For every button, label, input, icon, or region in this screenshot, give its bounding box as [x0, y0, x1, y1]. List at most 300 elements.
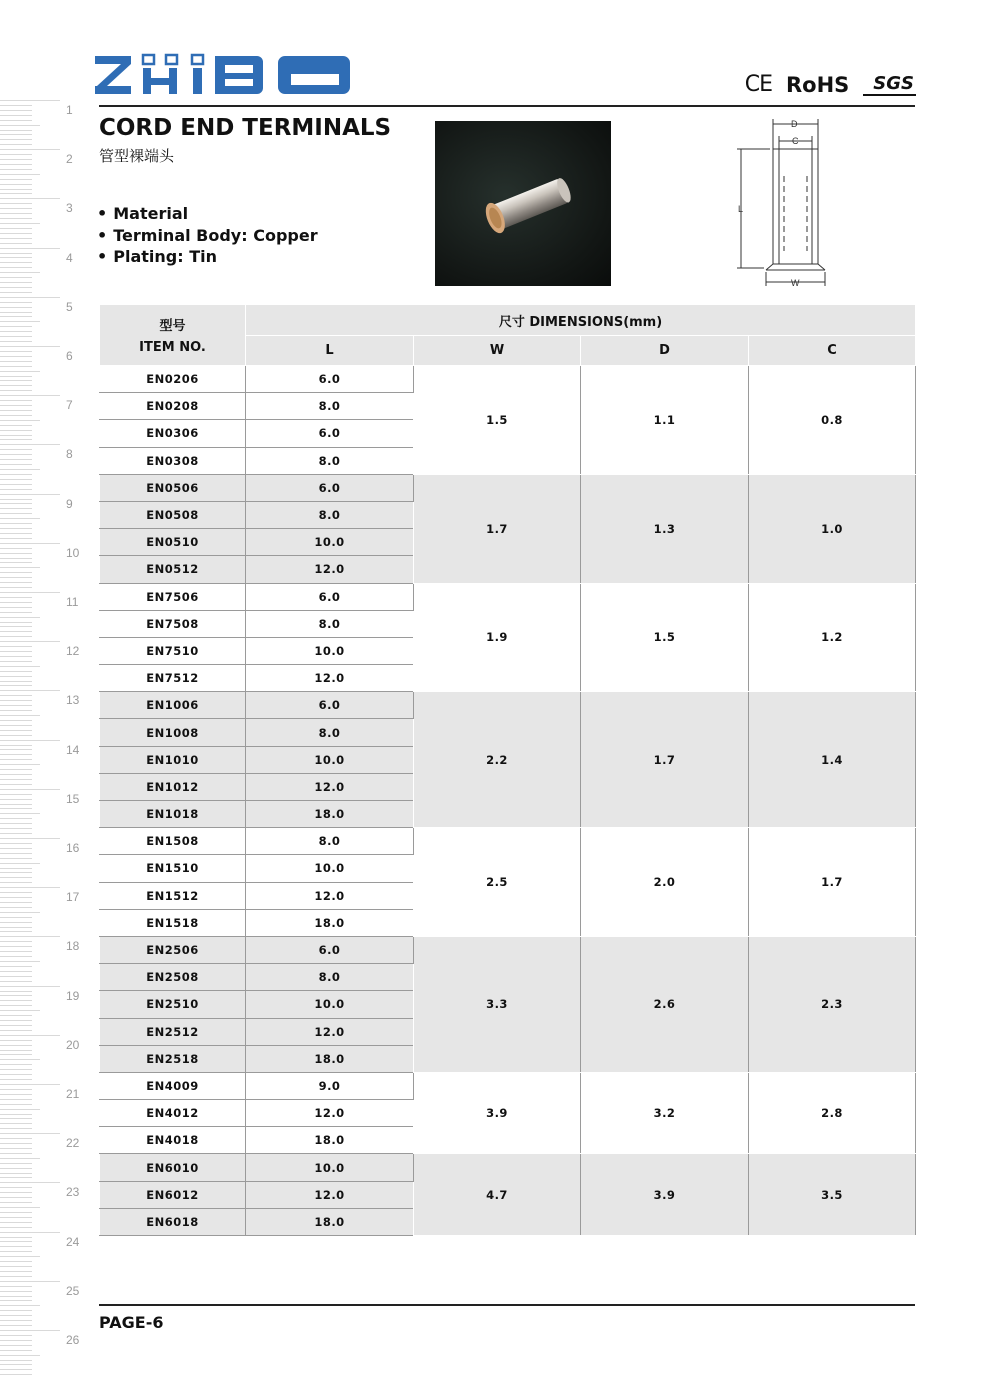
- ruler-tick: [0, 1123, 32, 1124]
- c-cell: 0.8: [749, 366, 916, 475]
- ruler-tick: [0, 720, 32, 721]
- ruler-tick: [0, 1050, 32, 1051]
- ruler-tick: [0, 843, 32, 844]
- ruler-tick: [0, 1025, 32, 1026]
- ruler-tick: [0, 1045, 32, 1046]
- width-cell: 3.3: [414, 936, 581, 1072]
- ruler-tick: [0, 587, 32, 588]
- ruler-tick: [0, 1207, 40, 1208]
- ruler-tick: [0, 1074, 32, 1075]
- column-header-w: W: [414, 336, 581, 366]
- ruler-tick: [0, 1310, 32, 1311]
- footer-divider: [99, 1304, 915, 1306]
- ruler-tick: [0, 282, 32, 283]
- item-no-cell: EN1518: [100, 909, 246, 936]
- ruler-tick: [0, 508, 32, 509]
- ruler-tick: [0, 661, 32, 662]
- column-header-l: L: [246, 336, 414, 366]
- item-no-cell: EN1018: [100, 801, 246, 828]
- ruler-tick: [0, 745, 32, 746]
- ruler-tick: [0, 1330, 60, 1331]
- ruler-tick: [0, 1168, 32, 1169]
- length-cell: 18.0: [246, 1208, 414, 1235]
- ruler-tick: [0, 1217, 32, 1218]
- feature-item: • Plating: Tin: [97, 246, 318, 268]
- ruler-tick: [0, 272, 40, 273]
- table-row: [100, 1072, 916, 1099]
- ruler-tick: [0, 1197, 32, 1198]
- item-no-cell: EN0510: [100, 529, 246, 556]
- item-no-cell: EN6018: [100, 1208, 246, 1235]
- ruler-tick: [0, 395, 60, 396]
- item-no-cell: EN6010: [100, 1154, 246, 1181]
- c-cell: 1.0: [749, 474, 916, 583]
- ruler-tick: [0, 1089, 32, 1090]
- ruler-tick: [0, 218, 32, 219]
- ruler-tick: [0, 366, 32, 367]
- table-row: [100, 366, 916, 393]
- table-row: [100, 828, 916, 855]
- rohs-mark: RoHS: [785, 72, 850, 97]
- ruler-tick: [0, 1246, 32, 1247]
- ruler-number: 9: [66, 496, 73, 511]
- ruler-tick: [0, 1094, 32, 1095]
- ruler-tick: [0, 356, 32, 357]
- ruler-tick: [0, 1182, 60, 1183]
- zhibo-logo: [95, 52, 350, 96]
- ruler-tick: [0, 597, 32, 598]
- item-no-cell: EN7506: [100, 583, 246, 610]
- ruler-tick: [0, 543, 60, 544]
- length-cell: 10.0: [246, 1154, 414, 1181]
- ruler-tick: [0, 1300, 32, 1301]
- ruler-tick: [0, 681, 32, 682]
- item-no-cell: EN1010: [100, 746, 246, 773]
- ruler-tick: [0, 823, 32, 824]
- item-no-cell: EN7510: [100, 637, 246, 664]
- ruler-tick: [0, 1109, 40, 1110]
- ruler-tick: [0, 376, 32, 377]
- ruler-tick: [0, 636, 32, 637]
- item-no-cell: EN2512: [100, 1018, 246, 1045]
- item-no-cell: EN0508: [100, 501, 246, 528]
- ruler-tick: [0, 179, 32, 180]
- ruler-tick: [0, 213, 32, 214]
- item-no-cell: EN1510: [100, 855, 246, 882]
- item-header-en: ITEM NO.: [139, 340, 206, 355]
- ruler-tick: [0, 321, 40, 322]
- ruler-tick: [0, 1227, 32, 1228]
- ruler-tick: [0, 646, 32, 647]
- length-cell: 12.0: [246, 1018, 414, 1045]
- ruler-tick: [0, 685, 32, 686]
- ruler-tick: [0, 853, 32, 854]
- length-cell: 10.0: [246, 746, 414, 773]
- ruler-tick: [0, 1059, 40, 1060]
- ruler-tick: [0, 287, 32, 288]
- ruler-tick: [0, 139, 32, 140]
- item-no-cell: EN1512: [100, 882, 246, 909]
- ruler-tick: [0, 435, 32, 436]
- item-no-cell: EN0506: [100, 474, 246, 501]
- ruler-tick: [0, 1040, 32, 1041]
- item-no-cell: EN6012: [100, 1181, 246, 1208]
- item-no-cell: EN2510: [100, 991, 246, 1018]
- ruler-tick: [0, 1173, 32, 1174]
- ruler-tick: [0, 115, 32, 116]
- ce-mark: CE: [744, 72, 772, 97]
- length-cell: 12.0: [246, 1181, 414, 1208]
- ruler-tick: [0, 405, 32, 406]
- ruler-tick: [0, 1212, 32, 1213]
- ruler-tick: [0, 302, 32, 303]
- ruler-tick: [0, 946, 32, 947]
- length-cell: 18.0: [246, 801, 414, 828]
- ruler-tick: [0, 1296, 32, 1297]
- length-cell: 12.0: [246, 882, 414, 909]
- ruler-tick: [0, 1340, 32, 1341]
- ruler-tick: [0, 749, 32, 750]
- ruler-tick: [0, 956, 32, 957]
- ruler-number: 23: [66, 1185, 80, 1200]
- ruler-number: 19: [66, 988, 80, 1003]
- length-cell: 6.0: [246, 692, 414, 719]
- ruler-tick: [0, 558, 32, 559]
- ruler-tick: [0, 164, 32, 165]
- ruler-tick: [0, 361, 32, 362]
- ruler-tick: [0, 1232, 60, 1233]
- diagram-d-label: D: [791, 119, 798, 129]
- ruler-tick: [0, 538, 32, 539]
- ruler-tick: [0, 1030, 32, 1031]
- ruler-tick: [0, 420, 40, 421]
- ruler-tick: [0, 341, 32, 342]
- ruler-number: 26: [66, 1333, 80, 1347]
- ruler-tick: [0, 892, 32, 893]
- ruler-tick: [0, 203, 32, 204]
- ruler-tick: [0, 513, 32, 514]
- ruler-tick: [0, 228, 32, 229]
- ruler-tick: [0, 1325, 32, 1326]
- ruler-tick: [0, 1237, 32, 1238]
- ruler-tick: [0, 774, 32, 775]
- ruler-tick: [0, 533, 32, 534]
- width-cell: 1.9: [414, 583, 581, 692]
- width-cell: 2.2: [414, 692, 581, 828]
- ruler-tick: [0, 1010, 40, 1011]
- page-subtitle-cn: 管型裸端头: [99, 147, 175, 165]
- ruler-tick: [0, 351, 32, 352]
- ruler-tick: [0, 804, 32, 805]
- ruler-tick: [0, 961, 40, 962]
- ruler-tick: [0, 243, 32, 244]
- ruler-tick: [0, 1079, 32, 1080]
- ruler-tick: [0, 818, 32, 819]
- ruler-number: 14: [66, 742, 80, 757]
- ruler-tick: [0, 390, 32, 391]
- ruler-tick: [0, 577, 32, 578]
- ruler-tick: [0, 651, 32, 652]
- ruler-tick: [0, 912, 40, 913]
- ruler-tick: [0, 380, 32, 381]
- ruler-tick: [0, 1163, 32, 1164]
- ruler-tick: [0, 1251, 32, 1252]
- ruler-number: 11: [66, 595, 79, 609]
- item-no-cell: EN0308: [100, 447, 246, 474]
- ruler-tick: [0, 1143, 32, 1144]
- item-no-cell: EN0208: [100, 393, 246, 420]
- ruler-number: 8: [66, 447, 73, 462]
- ruler-tick: [0, 316, 32, 317]
- ruler-tick: [0, 1054, 32, 1055]
- ruler-tick: [0, 1350, 32, 1351]
- ruler-tick: [0, 828, 32, 829]
- ruler-tick: [0, 740, 60, 741]
- diagram-c-label: C: [792, 136, 799, 146]
- table-row: [100, 474, 916, 501]
- feature-item: • Material: [97, 203, 318, 225]
- length-cell: 6.0: [246, 420, 414, 447]
- ruler-tick: [0, 641, 60, 642]
- table-row: [100, 936, 916, 963]
- ruler-number: 16: [66, 841, 80, 855]
- diagram-l-label: L: [738, 204, 744, 214]
- ruler-tick: [0, 902, 32, 903]
- ruler-tick: [0, 1276, 32, 1277]
- ruler-tick: [0, 1187, 32, 1188]
- ruler-tick: [0, 1192, 32, 1193]
- ruler-tick: [0, 562, 32, 563]
- length-cell: 8.0: [246, 501, 414, 528]
- ruler-tick: [0, 518, 40, 519]
- ruler-tick: [0, 676, 32, 677]
- ruler-tick: [0, 169, 32, 170]
- ruler-tick: [0, 981, 32, 982]
- ruler-tick: [0, 1035, 60, 1036]
- width-cell: 2.5: [414, 828, 581, 937]
- ruler-number: 15: [66, 791, 80, 806]
- ruler-tick: [0, 292, 32, 293]
- ruler-tick: [0, 607, 32, 608]
- ruler-tick: [0, 223, 40, 224]
- ruler-tick: [0, 100, 60, 101]
- c-cell: 1.7: [749, 828, 916, 937]
- ruler-tick: [0, 1281, 60, 1282]
- ruler-number: 22: [66, 1136, 80, 1151]
- ruler-number: 5: [66, 299, 73, 314]
- ruler-tick: [0, 917, 32, 918]
- ruler-tick: [0, 1241, 32, 1242]
- ruler-tick: [0, 248, 60, 249]
- length-cell: 9.0: [246, 1072, 414, 1099]
- ruler-tick: [0, 1138, 32, 1139]
- ruler-tick: [0, 1360, 32, 1361]
- length-cell: 18.0: [246, 1127, 414, 1154]
- length-cell: 12.0: [246, 556, 414, 583]
- ruler-tick: [0, 474, 32, 475]
- sgs-mark: SGS: [863, 73, 916, 96]
- item-no-cell: EN4012: [100, 1100, 246, 1127]
- ruler-tick: [0, 193, 32, 194]
- ruler-tick: [0, 1256, 40, 1257]
- item-no-cell: EN0206: [100, 366, 246, 393]
- ruler-number: 21: [66, 1087, 80, 1101]
- length-cell: 8.0: [246, 719, 414, 746]
- ruler-tick: [0, 385, 32, 386]
- item-no-cell: EN1508: [100, 828, 246, 855]
- ruler-tick: [0, 459, 32, 460]
- ruler-tick: [0, 454, 32, 455]
- ruler-tick: [0, 592, 60, 593]
- item-no-cell: EN2518: [100, 1045, 246, 1072]
- d-cell: 2.0: [581, 828, 749, 937]
- ruler-tick: [0, 730, 32, 731]
- ruler-tick: [0, 469, 40, 470]
- ruler-tick: [0, 312, 32, 313]
- column-header-c: C: [749, 336, 916, 366]
- ruler-tick: [0, 267, 32, 268]
- ruler-tick: [0, 971, 32, 972]
- ruler-tick: [0, 769, 32, 770]
- ruler-tick: [0, 833, 32, 834]
- d-cell: 3.9: [581, 1154, 749, 1236]
- c-cell: 2.8: [749, 1072, 916, 1154]
- ruler-tick: [0, 189, 32, 190]
- ruler-tick: [0, 572, 32, 573]
- ruler-tick: [0, 415, 32, 416]
- ruler-tick: [0, 897, 32, 898]
- length-cell: 10.0: [246, 991, 414, 1018]
- ruler-tick: [0, 858, 32, 859]
- ruler-tick: [0, 479, 32, 480]
- ruler-tick: [0, 1158, 40, 1159]
- ruler-number: 20: [66, 1037, 80, 1052]
- ruler-tick: [0, 848, 32, 849]
- ruler-tick: [0, 1305, 40, 1306]
- header-divider: [99, 105, 915, 107]
- item-no-header: [100, 305, 246, 366]
- ruler-number: 12: [66, 644, 80, 659]
- ruler-tick: [0, 882, 32, 883]
- item-no-cell: EN1008: [100, 719, 246, 746]
- width-cell: 1.5: [414, 366, 581, 475]
- ruler-tick: [0, 936, 60, 937]
- ruler-tick: [0, 808, 32, 809]
- ruler-tick: [0, 1202, 32, 1203]
- ruler-tick: [0, 1291, 32, 1292]
- ruler-tick: [0, 400, 32, 401]
- ruler-tick: [0, 567, 40, 568]
- ruler-tick: [0, 695, 32, 696]
- item-no-cell: EN0306: [100, 420, 246, 447]
- length-cell: 18.0: [246, 909, 414, 936]
- ruler-tick: [0, 1271, 32, 1272]
- ruler-tick: [0, 602, 32, 603]
- ruler-tick: [0, 863, 40, 864]
- ruler-tick: [0, 966, 32, 967]
- ruler-tick: [0, 208, 32, 209]
- length-cell: 8.0: [246, 828, 414, 855]
- ruler-tick: [0, 617, 40, 618]
- ruler-tick: [0, 548, 32, 549]
- ruler-tick: [0, 794, 32, 795]
- ruler-tick: [0, 1114, 32, 1115]
- ruler-tick: [0, 666, 40, 667]
- length-cell: 12.0: [246, 1100, 414, 1127]
- ruler-tick: [0, 1153, 32, 1154]
- dimensions-table-container: [99, 304, 915, 1236]
- ruler-tick: [0, 336, 32, 337]
- ruler-tick: [0, 503, 32, 504]
- ruler-tick: [0, 700, 32, 701]
- ruler-tick: [0, 784, 32, 785]
- ruler-tick: [0, 995, 32, 996]
- ruler-tick: [0, 922, 32, 923]
- d-cell: 1.3: [581, 474, 749, 583]
- d-cell: 2.6: [581, 936, 749, 1072]
- terminal-dimension-diagram: [730, 116, 840, 291]
- ruler-tick: [0, 1020, 32, 1021]
- ruler-tick: [0, 631, 32, 632]
- ruler-tick: [0, 253, 32, 254]
- ruler-tick: [0, 705, 32, 706]
- table-row: [100, 1154, 916, 1181]
- ruler-tick: [0, 125, 40, 126]
- length-cell: 6.0: [246, 583, 414, 610]
- ruler-tick: [0, 582, 32, 583]
- ruler-tick: [0, 735, 32, 736]
- ruler-tick: [0, 931, 32, 932]
- ruler-tick: [0, 710, 32, 711]
- table-row: [100, 583, 916, 610]
- ruler-tick: [0, 725, 32, 726]
- ruler-tick: [0, 425, 32, 426]
- ruler-tick: [0, 346, 60, 347]
- ruler-tick: [0, 523, 32, 524]
- ruler-tick: [0, 1148, 32, 1149]
- ruler-tick: [0, 1315, 32, 1316]
- ruler-tick: [0, 326, 32, 327]
- ruler-tick: [0, 764, 40, 765]
- ruler-tick: [0, 110, 32, 111]
- ruler-number: 18: [66, 939, 80, 954]
- feature-item: • Terminal Body: Copper: [97, 225, 318, 247]
- ruler-tick: [0, 1177, 32, 1178]
- ruler-tick: [0, 449, 32, 450]
- ruler-tick: [0, 789, 60, 790]
- ruler-tick: [0, 528, 32, 529]
- item-no-cell: EN4018: [100, 1127, 246, 1154]
- ruler-tick: [0, 976, 32, 977]
- page-ruler: [0, 100, 90, 1365]
- ruler-tick: [0, 622, 32, 623]
- ruler-tick: [0, 489, 32, 490]
- length-cell: 10.0: [246, 529, 414, 556]
- item-no-cell: EN0512: [100, 556, 246, 583]
- item-no-cell: EN7512: [100, 665, 246, 692]
- ruler-tick: [0, 1320, 32, 1321]
- table-row: [100, 692, 916, 719]
- ruler-tick: [0, 184, 32, 185]
- ruler-tick: [0, 1369, 32, 1370]
- ruler-tick: [0, 1286, 32, 1287]
- ruler-tick: [0, 1355, 40, 1356]
- ruler-number: 13: [66, 693, 80, 708]
- ruler-number: 7: [66, 398, 73, 413]
- page-title: CORD END TERMINALS: [99, 115, 392, 141]
- table-body: [100, 366, 916, 1236]
- length-cell: 6.0: [246, 474, 414, 501]
